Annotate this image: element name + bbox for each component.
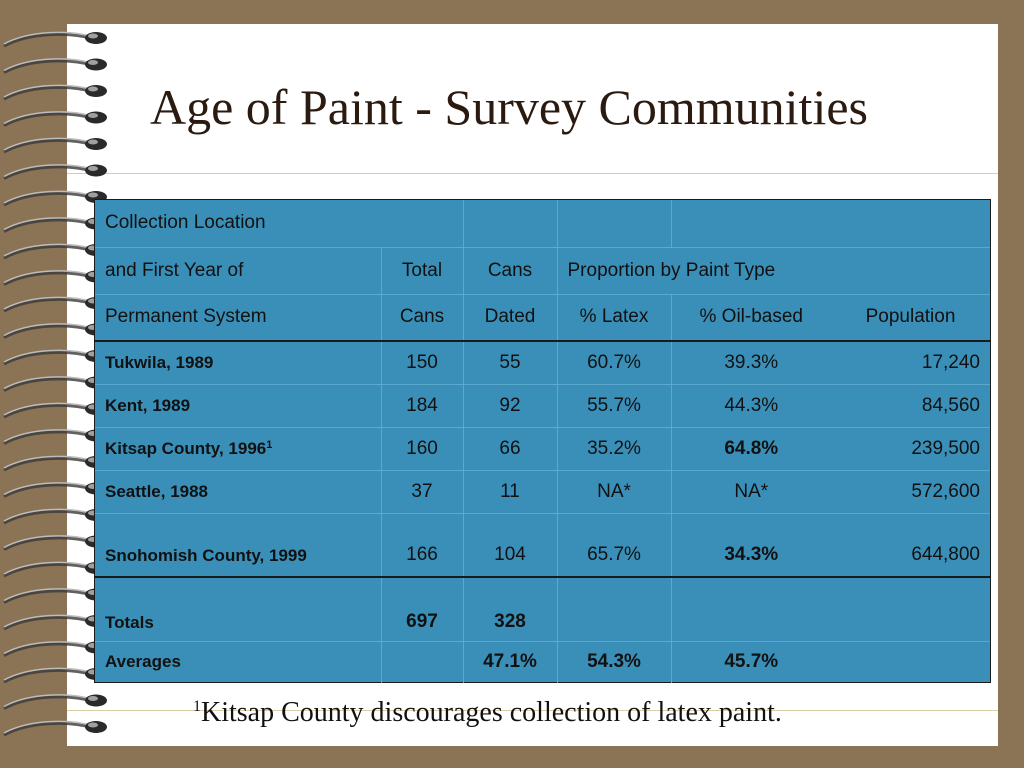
table-row [95, 470, 990, 513]
table-row [95, 341, 990, 384]
row-oil: 44.3% [671, 384, 831, 427]
row-population: 17,240 [831, 341, 990, 384]
averages-dated: 47.1% [463, 641, 557, 683]
row-oil: 39.3% [671, 341, 831, 384]
page-title: Age of Paint - Survey Communities [150, 79, 868, 135]
averages-latex: 54.3% [557, 641, 671, 683]
table-row [95, 384, 990, 427]
footnote-marker: 1 [266, 438, 273, 451]
totals-total: 697 [381, 577, 463, 641]
row-latex: 55.7% [557, 384, 671, 427]
row-population: 239,500 [831, 427, 990, 470]
footnote-marker: 1 [193, 698, 201, 715]
footnote-text: Kitsap County discourages collection of latex paint. [201, 697, 782, 728]
header-latex: % Latex [557, 294, 671, 341]
row-dated: 92 [463, 384, 557, 427]
header-population: Population [831, 294, 990, 341]
averages-oil: 45.7% [671, 641, 831, 683]
header-location-3: Permanent System [95, 294, 381, 341]
row-location: Kent, 1989 [95, 384, 381, 427]
totals-row [95, 577, 990, 641]
row-latex: NA* [557, 470, 671, 513]
data-table [94, 199, 991, 683]
row-latex: 65.7% [557, 513, 671, 577]
header-total-cans: Cans [381, 294, 463, 341]
header-dated: Dated [463, 294, 557, 341]
header-row-1 [95, 200, 990, 247]
header-total: Total [381, 247, 463, 294]
header-proportion: Proportion by Paint Type [557, 247, 990, 294]
row-oil: 34.3% [671, 513, 831, 577]
row-total: 184 [381, 384, 463, 427]
row-total: 160 [381, 427, 463, 470]
row-latex: 60.7% [557, 341, 671, 384]
totals-label: Totals [95, 577, 381, 641]
averages-label: Averages [95, 641, 381, 683]
table-row [95, 427, 990, 470]
row-total: 37 [381, 470, 463, 513]
row-total: 150 [381, 341, 463, 384]
row-dated: 55 [463, 341, 557, 384]
header-oil: % Oil-based [671, 294, 831, 341]
header-row-2 [95, 247, 990, 294]
row-dated: 11 [463, 470, 557, 513]
header-location-2: and First Year of [95, 247, 381, 294]
header-cans: Cans [463, 247, 557, 294]
row-total: 166 [381, 513, 463, 577]
row-population: 644,800 [831, 513, 990, 577]
row-dated: 66 [463, 427, 557, 470]
row-latex: 35.2% [557, 427, 671, 470]
row-location: Kitsap County, 1996$^1$ [95, 427, 381, 470]
row-location: Tukwila, 1989 [95, 341, 381, 384]
row-location: Snohomish County, 1999 [95, 513, 381, 577]
row-location: Seattle, 1988 [95, 470, 381, 513]
footnote [193, 697, 953, 729]
totals-dated: 328 [463, 577, 557, 641]
header-row-3 [95, 294, 990, 341]
averages-row [95, 641, 990, 683]
header-location-1: Collection Location [105, 212, 266, 234]
title-divider [67, 173, 998, 174]
table-row [95, 513, 990, 577]
row-population: 84,560 [831, 384, 990, 427]
row-dated: 104 [463, 513, 557, 577]
row-oil: 64.8% [671, 427, 831, 470]
row-oil: NA* [671, 470, 831, 513]
row-population: 572,600 [831, 470, 990, 513]
